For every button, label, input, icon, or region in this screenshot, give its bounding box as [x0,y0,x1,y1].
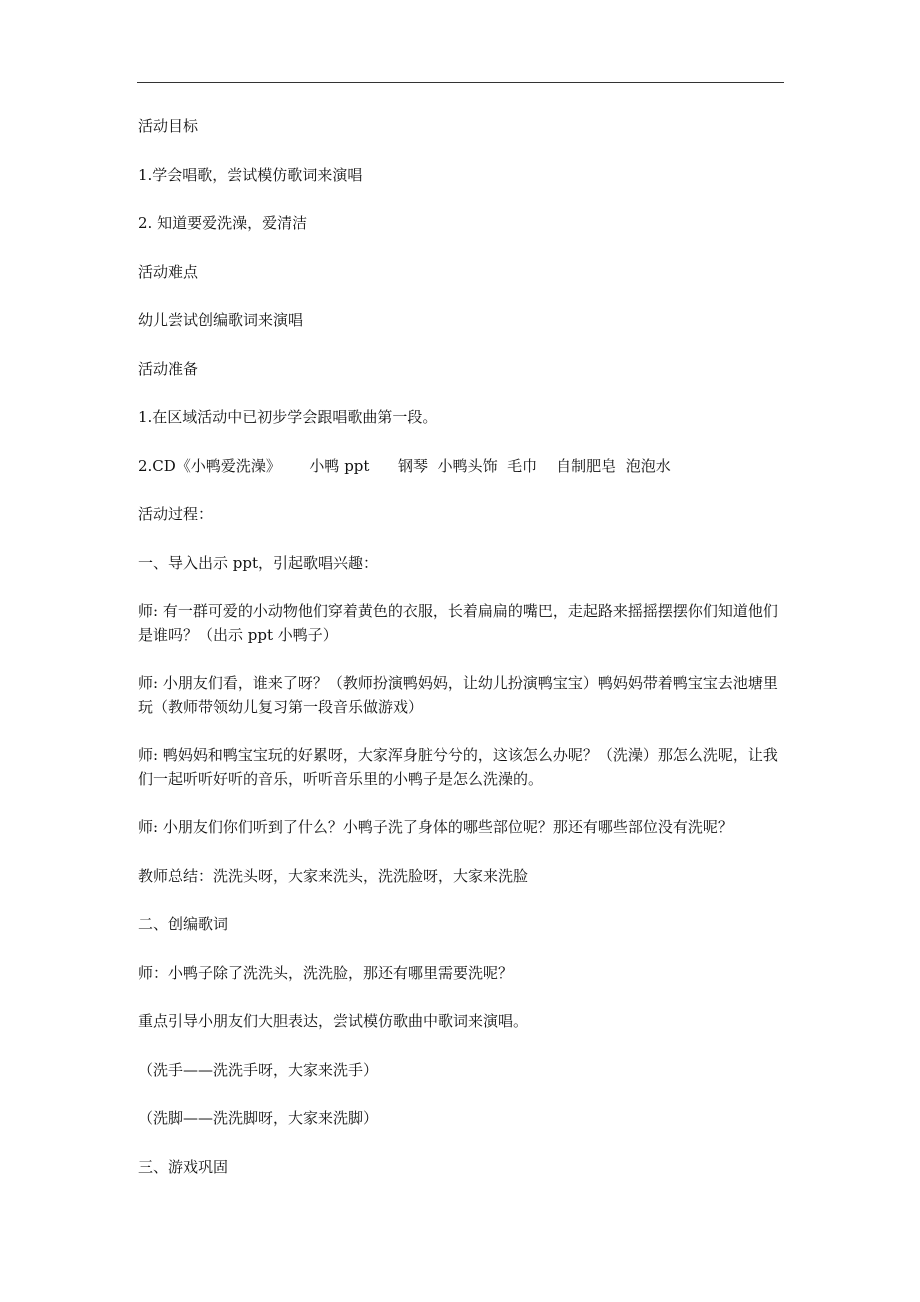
teacher-dialogue-3: 师: 鸭妈妈和鸭宝宝玩的好累呀，大家浑身脏兮兮的，这该怎么办呢？（洗澡）那怎么洗呢，让我们一起听听好听的音乐，听听音乐里的小鸭子是怎么洗澡的。 [138,746,778,788]
heading-activity-process: 活动过程： [138,505,214,523]
heading-activity-goals: 活动目标 [138,117,199,135]
document-body [138,114,786,1203]
heading-activity-difficulty: 活动难点 [138,262,199,281]
goal-item-2: 2. 知道要爱洗澡，爱清洁 [138,214,308,232]
section-lyrics: 二、创编歌词 [138,915,229,933]
heading-activity-preparation: 活动准备 [138,359,199,378]
teacher-question: 师：小鸭子除了洗洗头，洗洗脸，那还有哪里需要洗呢？ [138,963,514,982]
goal-item-1: 1.学会唱歌，尝试模仿歌词来演唱 [138,165,363,184]
section-intro: 一、导入出示 ppt，引起歌唱兴趣： [138,553,379,572]
guidance-text: 重点引导小朋友们大胆表达，尝试模仿歌曲中歌词来演唱。 [138,1012,529,1030]
teacher-dialogue-4: 师: 小朋友们你们听到了什么？小鸭子洗了身体的哪些部位呢？那还有哪些部位没有洗呢？ [138,818,733,836]
preparation-item-2: 2.CD《小鸭爱洗澡》 小鸭 ppt 钢琴 小鸭头饰 毛巾 自制肥皂 泡泡水 [138,456,671,475]
difficulty-text: 幼儿尝试创编歌词来演唱 [138,311,304,329]
teacher-summary: 教师总结：洗洗头呀，大家来洗头，洗洗脸呀，大家来洗脸 [138,866,529,885]
teacher-dialogue-1: 师: 有一群可爱的小动物他们穿着黄色的衣服，长着扁扁的嘴巴，走起路来摇摇摆摆你们知道他们是谁吗？（出示 ppt 小鸭子） [138,602,778,644]
lyric-example-feet: （洗脚——洗洗脚呀，大家来洗脚） [138,1109,379,1127]
teacher-dialogue-2: 师: 小朋友们看，谁来了呀？（教师扮演鸭妈妈，让幼儿扮演鸭宝宝）鸭妈妈带着鸭宝宝去池塘里玩（教师带领幼儿复习第一段音乐做游戏） [138,674,778,716]
header-rule [137,82,784,83]
preparation-item-1: 1.在区域活动中已初步学会跟唱歌曲第一段。 [138,408,438,426]
lyric-example-hands: （洗手——洗洗手呀，大家来洗手） [138,1060,379,1079]
section-game: 三、游戏巩固 [138,1157,229,1176]
